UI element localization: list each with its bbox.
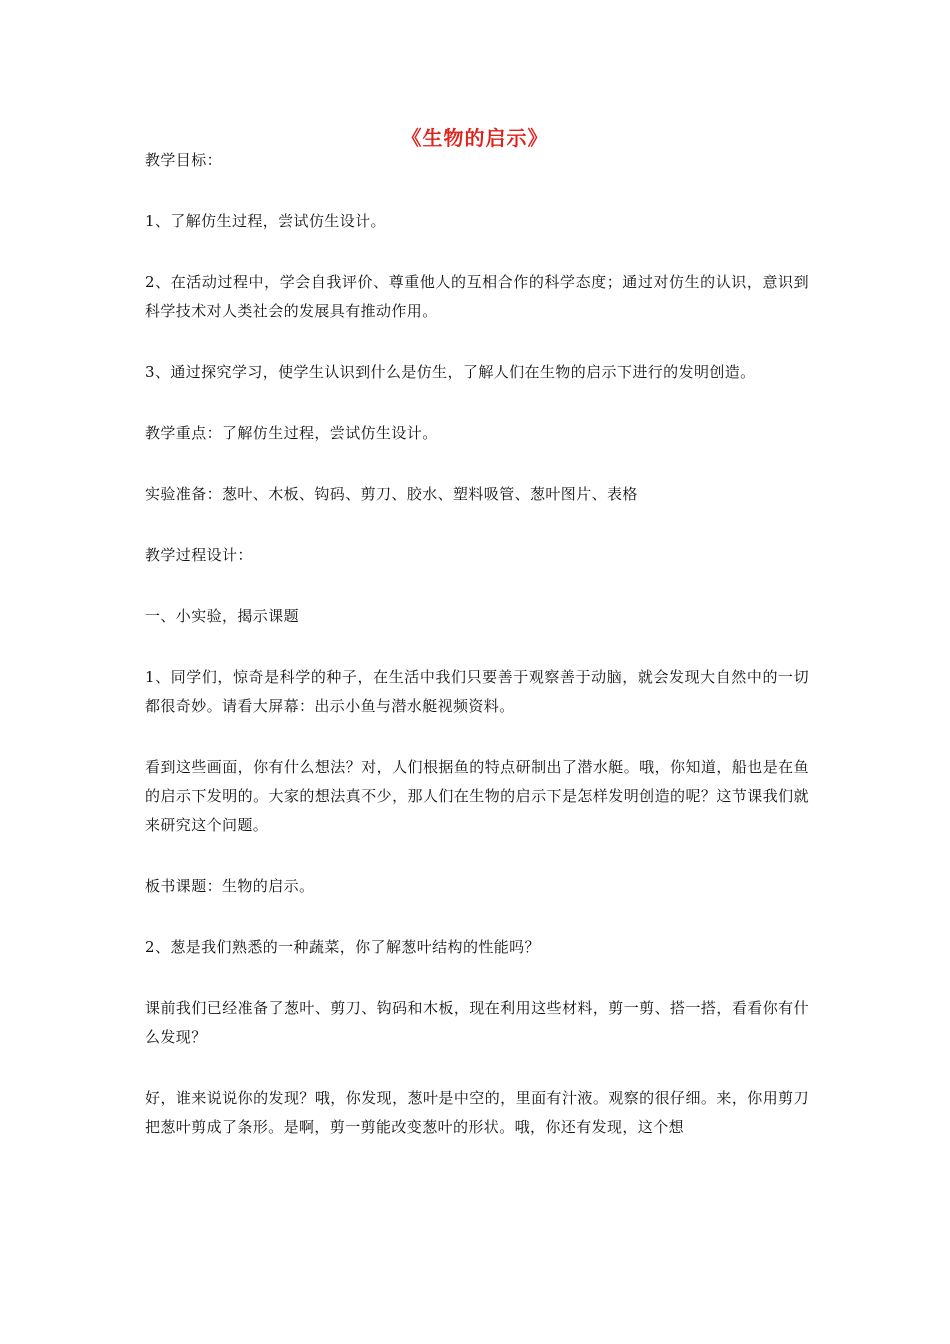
section-heading-objectives: 教学目标： (145, 151, 223, 169)
process-paragraph: 看到这些画面，你有什么想法？对，人们根据鱼的特点研制出了潜水艇。哦，你知道，船也是在鱼的启示下发明的。大家的想法真不少，那人们在生物的启示下是怎样发明创造的呢？这节课我们就来研究这个问题。 (145, 758, 809, 834)
document-body (145, 146, 809, 1174)
process-paragraph: 课前我们已经准备了葱叶、剪刀、钩码和木板，现在利用这些材料，剪一剪、搭一搭，看看你有什么发现？ (145, 999, 809, 1046)
objective-item-3: 3、通过探究学习，使学生认识到什么是仿生，了解人们在生物的启示下进行的发明创造。 (145, 363, 756, 381)
section-heading-process: 教学过程设计： (145, 546, 253, 564)
process-paragraph: 板书课题：生物的启示。 (145, 877, 315, 895)
experiment-materials: 实验准备：葱叶、木板、钩码、剪刀、胶水、塑料吸管、葱叶图片、表格 (145, 485, 638, 503)
objective-item-2: 2、在活动过程中，学会自我评价、尊重他人的互相合作的科学态度；通过对仿生的认识，意识到科学技术对人类社会的发展具有推动作用。 (145, 273, 809, 320)
process-paragraph: 1、同学们，惊奇是科学的种子，在生活中我们只要善于观察善于动脑，就会发现大自然中的一切都很奇妙。请看大屏幕：出示小鱼与潜水艇视频资料。 (145, 668, 809, 715)
objective-item-1: 1、了解仿生过程，尝试仿生设计。 (145, 212, 386, 230)
document-title: 《生物的启示》 (401, 126, 549, 150)
process-paragraph: 好，谁来说说你的发现？哦，你发现，葱叶是中空的，里面有汁液。观察的很仔细。来，你用剪刀把葱叶剪成了条形。是啊，剪一剪能改变葱叶的形状。哦，你还有发现，这个想 (145, 1089, 809, 1136)
teaching-focus: 教学重点：了解仿生过程，尝试仿生设计。 (145, 424, 438, 442)
process-paragraph: 2、葱是我们熟悉的一种蔬菜，你了解葱叶结构的性能吗？ (145, 938, 540, 956)
process-step-heading-1: 一、小实验，揭示课题 (145, 607, 300, 625)
